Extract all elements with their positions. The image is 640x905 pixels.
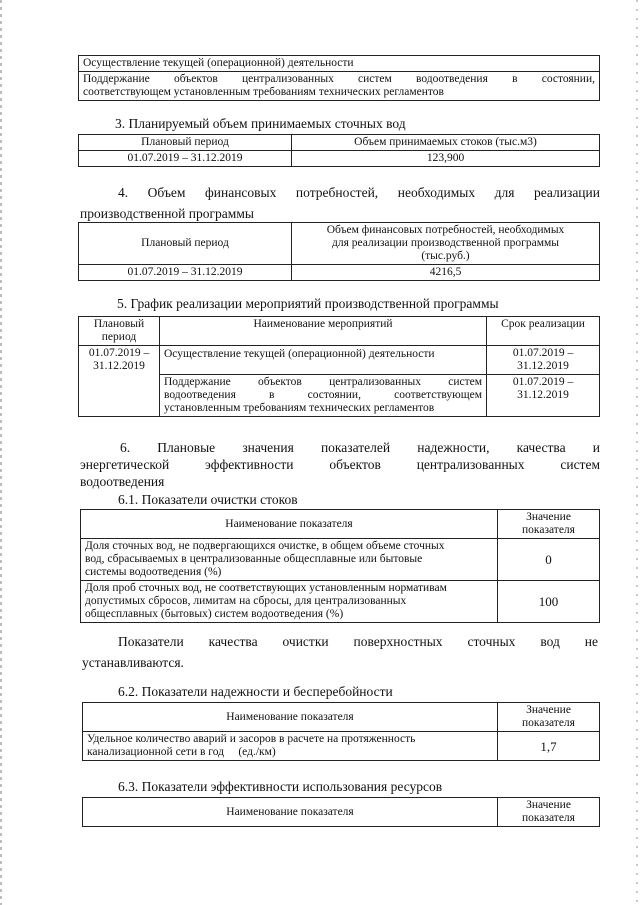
header-line: для реализации производственной программы <box>332 237 559 249</box>
period-cell: 01.07.2019 – 31.12.2019 <box>79 265 292 281</box>
header-line: Значение <box>526 511 571 523</box>
header-cell: Срок реализации <box>487 317 600 346</box>
indicator-line: Удельное количество аварий и засоров в расчете на протяженность <box>87 733 416 745</box>
header-cell: Наименование показателя <box>83 798 498 827</box>
term-line: 01.07.2019 – <box>512 347 574 359</box>
table-row <box>83 798 600 827</box>
term-line: 31.12.2019 <box>517 389 569 401</box>
table-row <box>81 539 600 581</box>
indicator-line: канализационной сети в год (ед./км) <box>87 746 276 758</box>
indicator-line: Доля проб сточных вод, не соответствующих установленным нормативам <box>85 582 447 594</box>
term-line: 01.07.2019 – <box>512 376 574 388</box>
resources-table <box>82 797 600 827</box>
finance-table <box>78 222 600 281</box>
volume-table <box>78 134 600 167</box>
header-cell <box>79 317 160 346</box>
note-line2: устанавливаются. <box>82 655 184 670</box>
table-row <box>79 346 600 375</box>
measure-line: установленным требованиям технических регламентов <box>164 402 435 414</box>
period-cell: 01.07.2019 – 31.12.2019 <box>79 151 292 167</box>
section-6-title-line2: энергетической эффективности объектов централизованных систем <box>80 457 600 472</box>
header-cell <box>498 703 600 732</box>
measure-cell: Осуществление текущей (операционной) деятельности <box>160 346 487 375</box>
section-4-title <box>80 184 600 222</box>
header-cell: Плановый период <box>79 135 292 151</box>
header-cell: Плановый период <box>79 223 292 265</box>
table-row <box>79 56 600 72</box>
section-6-3-title: 6.3. Показатели эффективности использования ресурсов <box>118 779 443 794</box>
header-line: (тыс.руб.) <box>421 250 470 262</box>
measure-line: водоотведения в состоянии, соответствующем <box>164 389 482 401</box>
period-line: 01.07.2019 – <box>88 347 150 359</box>
value-cell: 0 <box>498 539 600 581</box>
table-row <box>81 581 600 623</box>
maintenance-text-line1: Поддержание объектов централизованных систем водоотведения в состоянии, <box>83 73 595 85</box>
indicator-cell <box>81 581 498 623</box>
table-row <box>83 703 600 732</box>
surface-water-note <box>82 633 598 671</box>
indicator-line: общесплавных (бытовых) систем водоотведения (%) <box>85 608 344 620</box>
finance-table-container <box>78 222 600 281</box>
volume-table-container <box>78 134 600 167</box>
indicator-line: допустимых сбросов, лимитам на сбросы, для централизованных <box>85 595 407 607</box>
top-table <box>78 55 600 101</box>
table-row <box>79 265 600 281</box>
table-row <box>81 510 600 539</box>
table-cell <box>79 72 600 101</box>
section-6-1-title: 6.1. Показатели очистки стоков <box>118 492 298 507</box>
volume-cell: 123,900 <box>292 151 600 167</box>
term-line: 31.12.2019 <box>517 360 569 372</box>
table-row <box>79 223 600 265</box>
header-cell: Наименование показателя <box>81 510 498 539</box>
value-cell: 100 <box>498 581 600 623</box>
header-cell: Наименование показателя <box>83 703 498 732</box>
header-line: Плановый <box>93 318 145 330</box>
indicator-cell <box>83 732 498 761</box>
table-row <box>79 317 600 346</box>
note-line1: Показатели качества очистки поверхностных сточных вод не <box>118 634 598 649</box>
section-6-title-line3: водоотведения <box>80 474 165 489</box>
section-6-title <box>80 439 600 490</box>
term-cell <box>487 375 600 417</box>
activity-text: Осуществление текущей (операционной) деятельности <box>83 57 354 69</box>
indicator-line: системы водоотведения (%) <box>85 566 222 578</box>
term-cell <box>487 346 600 375</box>
indicator-cell <box>81 539 498 581</box>
value-cell: 1,7 <box>498 732 600 761</box>
period-cell <box>79 346 160 417</box>
indicator-line: Доля сточных вод, не подвергающихся очистке, в общем объеме сточных <box>85 540 445 552</box>
cleaning-table <box>80 509 600 623</box>
scan-edge-right <box>636 0 638 905</box>
table-cell <box>79 56 600 72</box>
header-cell <box>498 798 600 827</box>
header-cell <box>498 510 600 539</box>
measure-cell <box>160 375 487 417</box>
section-4-title-line2: производственной программы <box>80 206 254 221</box>
top-table-container <box>78 55 600 101</box>
maintenance-text-line2: соответствующем установленным требованиям технических регламентов <box>83 86 444 98</box>
cleaning-table-container <box>80 509 600 623</box>
scan-edge-left <box>0 0 2 905</box>
header-line: показателя <box>522 524 575 536</box>
section-4-title-line1: 4. Объем финансовых потребностей, необходимых для реализации <box>118 185 600 200</box>
header-line: Объем финансовых потребностей, необходимых <box>326 224 565 236</box>
header-cell: Наименование мероприятий <box>160 317 487 346</box>
section-6-2-title: 6.2. Показатели надежности и бесперебойности <box>118 684 393 699</box>
period-line: 31.12.2019 <box>93 360 145 372</box>
table-row <box>79 72 600 101</box>
measure-line: Поддержание объектов централизованных систем <box>164 376 482 388</box>
schedule-table <box>78 316 600 417</box>
header-line: показателя <box>522 812 575 824</box>
header-cell: Объем принимаемых стоков (тыс.м3) <box>292 135 600 151</box>
indicator-line: вод, сбрасываемых в централизованные общесплавные или бытовые <box>85 553 423 565</box>
section-6-title-line1: 6. Плановые значения показателей надежности, качества и <box>120 440 600 455</box>
reliability-table-container <box>82 702 600 761</box>
schedule-table-container <box>78 316 600 417</box>
header-cell <box>292 223 600 265</box>
header-line: период <box>101 331 137 343</box>
table-row <box>79 151 600 167</box>
finance-value-cell: 4216,5 <box>292 265 600 281</box>
table-row <box>83 732 600 761</box>
header-line: показателя <box>522 717 575 729</box>
table-row <box>79 135 600 151</box>
section-5-title: 5. График реализации мероприятий производственной программы <box>117 296 499 311</box>
header-line: Значение <box>526 799 571 811</box>
reliability-table <box>82 702 600 761</box>
header-line: Значение <box>526 704 571 716</box>
section-3-title: 3. Планируемый объем принимаемых сточных вод <box>115 116 406 131</box>
resources-table-container <box>82 797 600 827</box>
